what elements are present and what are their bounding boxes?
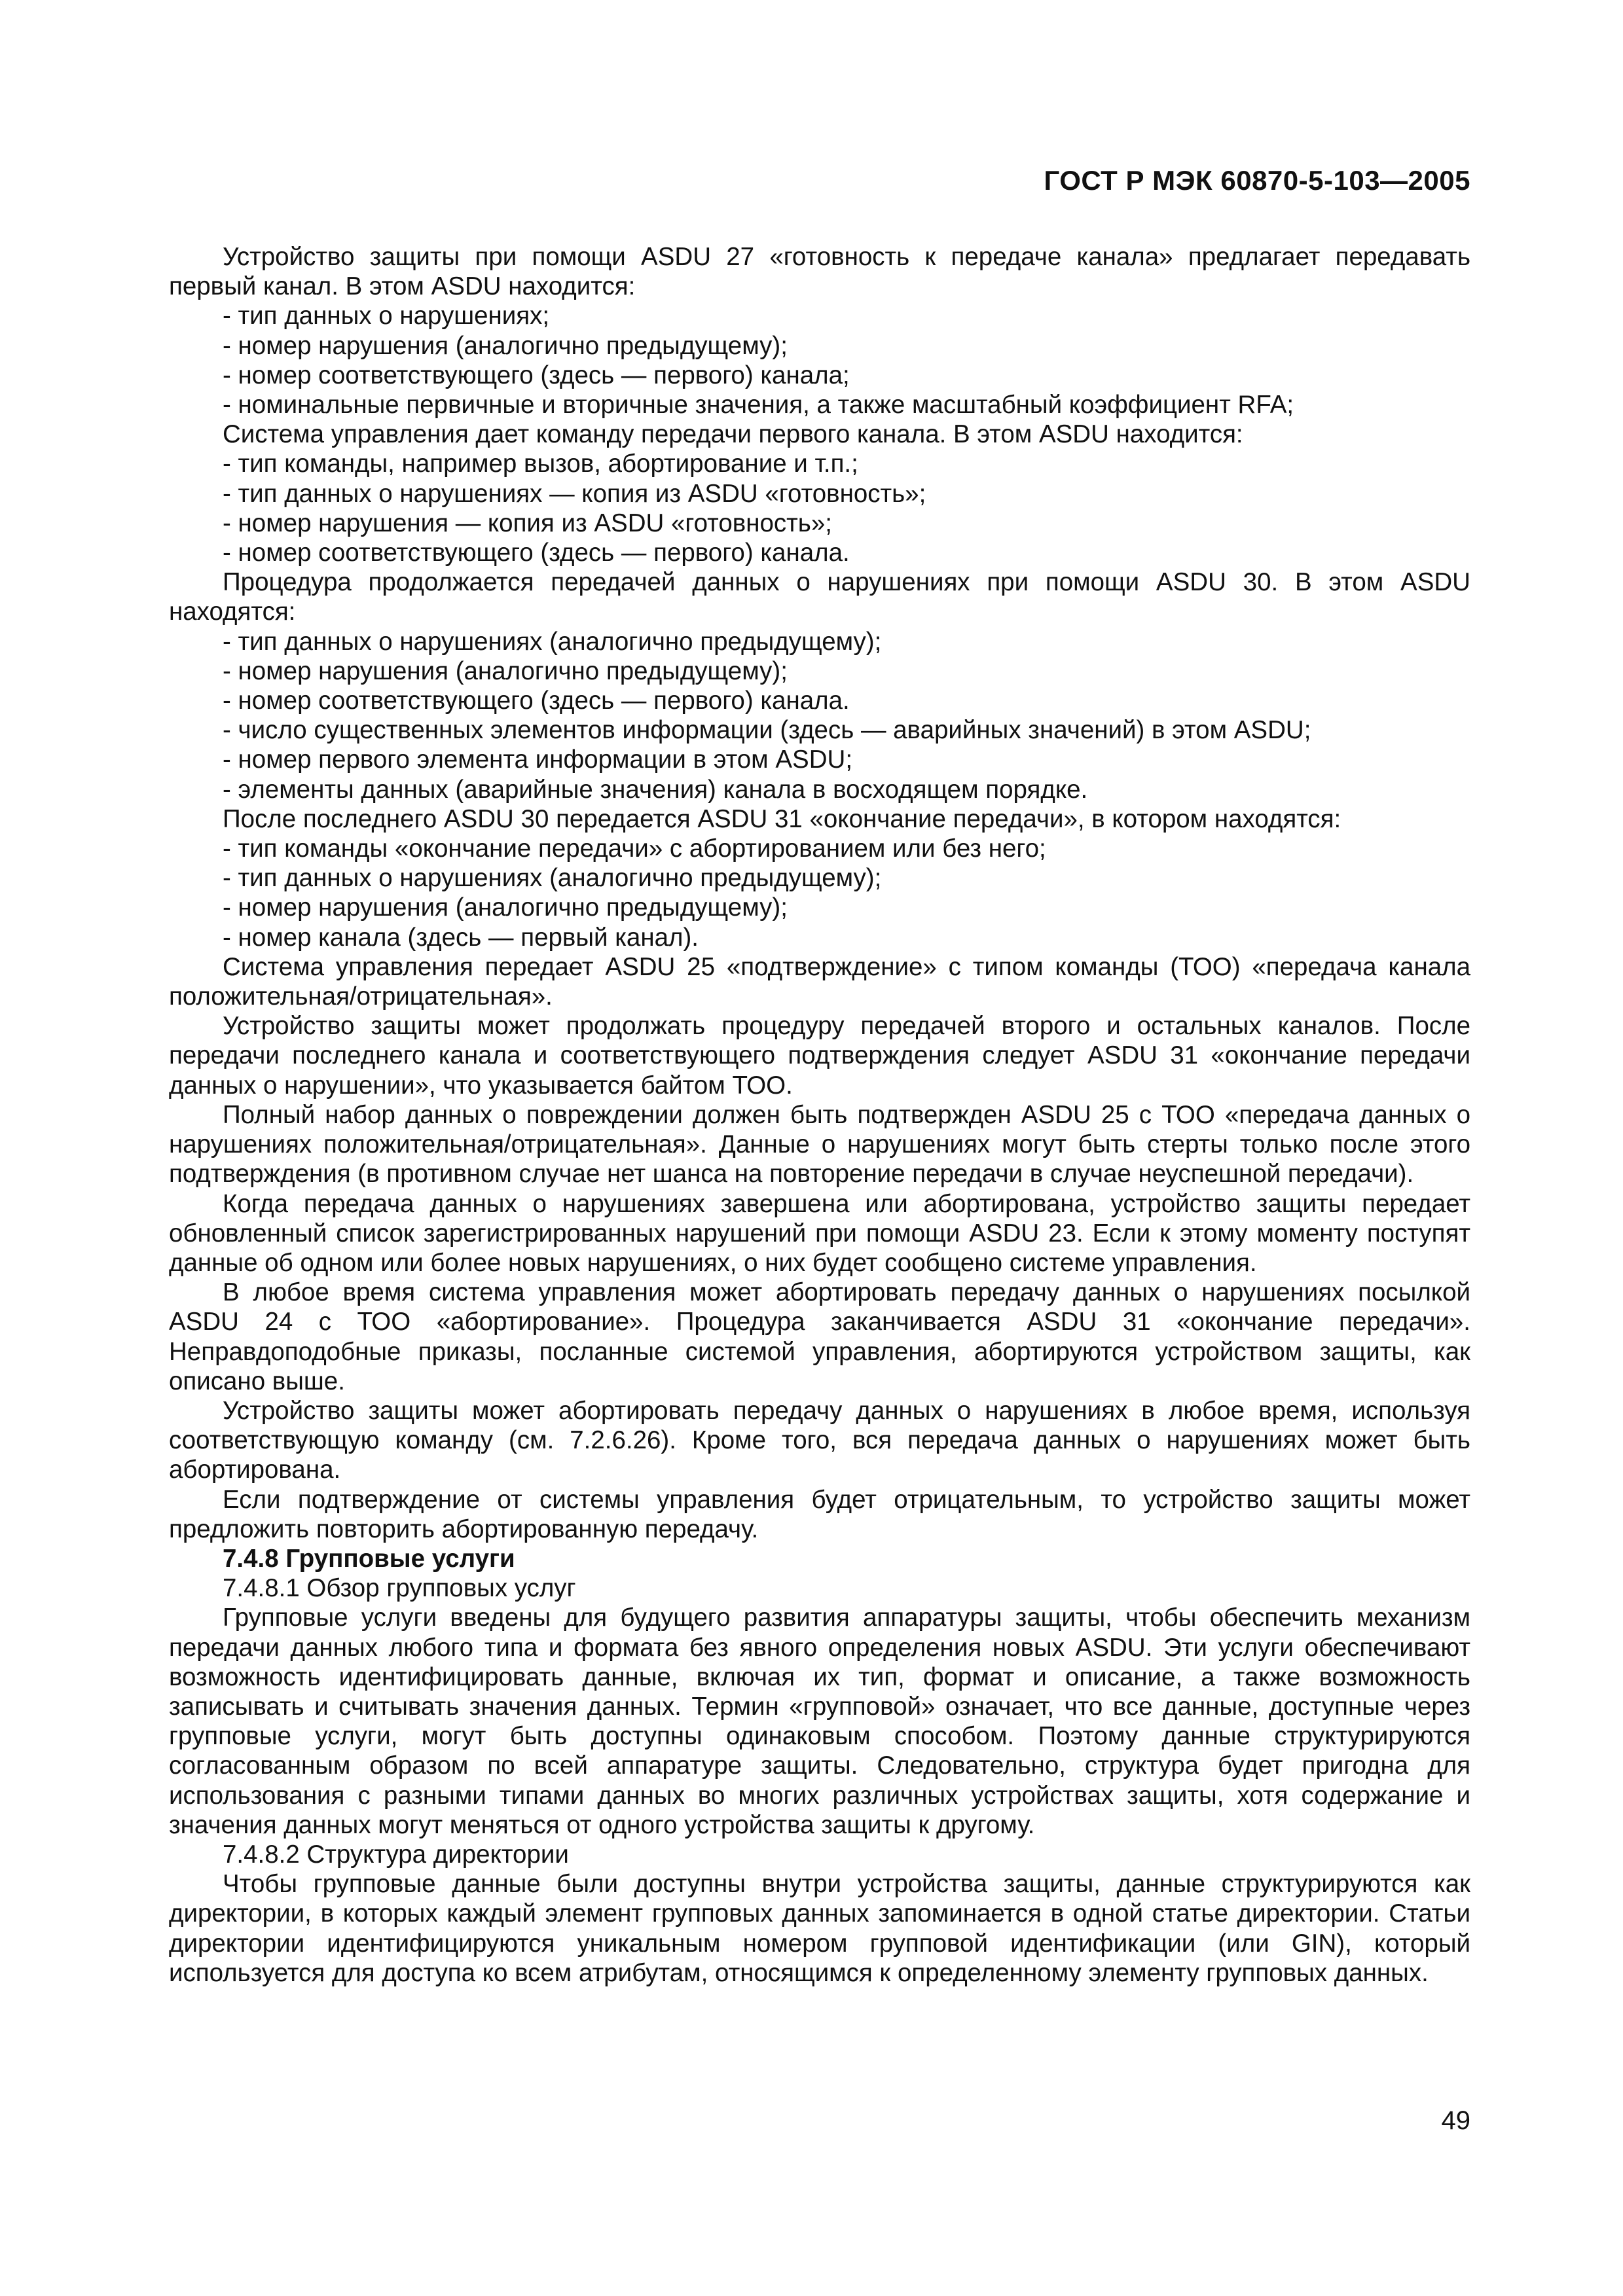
list-item: - тип данных о нарушениях (аналогично предыдущему); <box>223 864 882 893</box>
list-item: - номер соответствующего (здесь — первого) канала. <box>223 539 850 567</box>
list-item: - номер канала (здесь — первый канал). <box>223 923 699 952</box>
document-header: ГОСТ Р МЭК 60870-5-103—2005 <box>1044 165 1470 196</box>
list-item: - номер нарушения (аналогично предыдущему); <box>223 893 788 922</box>
paragraph: Система управления передает ASDU 25 «подтверждение» с типом команды (ТОО) «передача канала положительная/отрицательная». <box>169 952 1470 1011</box>
section-heading: 7.4.8 Групповые услуги <box>223 1544 515 1573</box>
list-item: - тип данных о нарушениях; <box>223 302 550 331</box>
paragraph: Система управления дает команду передачи первого канала. В этом ASDU находится: <box>223 420 1243 449</box>
list-item: - число существенных элементов информации (здесь — аварийных значений) в этом ASDU; <box>223 716 1311 745</box>
paragraph: Если подтверждение от системы управления будет отрицательным, то устройство защиты может предложить повторить абортированную передачу. <box>169 1485 1470 1543</box>
list-item: - номер нарушения (аналогично предыдущему); <box>223 331 788 360</box>
paragraph: Когда передача данных о нарушениях завершена или абортирована, устройство защиты передает обновленный список зарегистрированных нарушений при помощи ASDU 23. Если к этому моменту поступят данные об одном или более новых нарушениях, о них будет сообщено системе управления. <box>169 1189 1470 1277</box>
paragraph: Устройство защиты может абортировать передачу данных о нарушениях в любое время, используя соответствующую команду (см. 7.2.6.26). Кроме того, вся передача данных о нарушениях может быть абортирована. <box>169 1396 1470 1484</box>
list-item: - номер соответствующего (здесь — первого) канала; <box>223 361 850 389</box>
paragraph: Процедура продолжается передачей данных о нарушениях при помощи ASDU 30. В этом ASDU находятся: <box>169 568 1470 626</box>
page-number: 49 <box>1441 2106 1470 2135</box>
paragraph: Чтобы групповые данные были доступны внутри устройства защиты, данные структурируются как директории, в которых каждый элемент групповых данных запоминается в одной статье директории. Статьи директории идентифицируются уникальным номером групповой идентификации (или GIN), который используется для доступа ко всем атрибутам, относящимся к определенному элементу групповых данных. <box>169 1870 1470 1987</box>
list-item: - элементы данных (аварийные значения) канала в восходящем порядке. <box>223 775 1088 804</box>
subsection-heading: 7.4.8.2 Структура директории <box>223 1840 569 1869</box>
list-item: - тип данных о нарушениях — копия из ASDU «готовность»; <box>223 479 926 508</box>
subsection-heading: 7.4.8.1 Обзор групповых услуг <box>223 1574 576 1603</box>
document-body <box>169 242 1470 1988</box>
list-item: - тип команды «окончание передачи» с абортированием или без него; <box>223 834 1046 863</box>
list-item: - номер нарушения — копия из ASDU «готовность»; <box>223 509 832 537</box>
list-item: - тип данных о нарушениях (аналогично предыдущему); <box>223 627 882 656</box>
list-item: - номер соответствующего (здесь — первого) канала. <box>223 687 850 715</box>
paragraph: После последнего ASDU 30 передается ASDU 31 «окончание передачи», в котором находятся: <box>223 804 1341 833</box>
list-item: - номер первого элемента информации в этом ASDU; <box>223 745 853 774</box>
paragraph: Полный набор данных о повреждении должен быть подтвержден ASDU 25 с ТОО «передача данных о нарушениях положительная/отрицательная». Данные о нарушениях могут быть стерты только после этого подтверждения (в противном случае нет шанса на повторение передачи в случае неуспешной передачи). <box>169 1100 1470 1189</box>
list-item: - номинальные первичные и вторичные значения, а также масштабный коэффициент RFA; <box>223 391 1294 420</box>
list-item: - номер нарушения (аналогично предыдущему); <box>223 656 788 685</box>
paragraph: В любое время система управления может абортировать передачу данных о нарушениях посылкой ASDU 24 с ТОО «абортирование». Процедура заканчивается ASDU 31 «окончание передачи». Неправдоподобные приказы, посланные системой управления, абортируются устройством защиты, как описано выше. <box>169 1278 1471 1395</box>
paragraph: Групповые услуги введены для будущего развития аппаратуры защиты, чтобы обеспечить механизм передачи данных любого типа и формата без явного определения новых ASDU. Эти услуги обеспечивают возможность идентифицировать данные, включая их тип, формат и описание, а также возможность записывать и считывать значения данных. Термин «групповой» означает, что все данные, доступные через групповые услуги, могут быть доступны одинаковым способом. Поэтому данные структурируются согласованным образом по всей аппаратуре защиты. Следовательно, структура будет пригодна для использования с разными типами данных во многих различных устройствах защиты, хотя содержание и значения данных могут меняться от одного устройства защиты к другому. <box>169 1604 1470 1839</box>
list-item: - тип команды, например вызов, абортирование и т.п.; <box>223 450 858 478</box>
paragraph: Устройство защиты может продолжать процедуру передачей второго и остальных каналов. После передачи последнего канала и соответствующего подтверждения следует ASDU 31 «окончание передачи данных о нарушении», что указывается байтом ТОО. <box>169 1012 1470 1100</box>
paragraph: Устройство защиты при помощи ASDU 27 «готовность к передаче канала» предлагает передавать первый канал. В этом ASDU находится: <box>169 243 1470 301</box>
